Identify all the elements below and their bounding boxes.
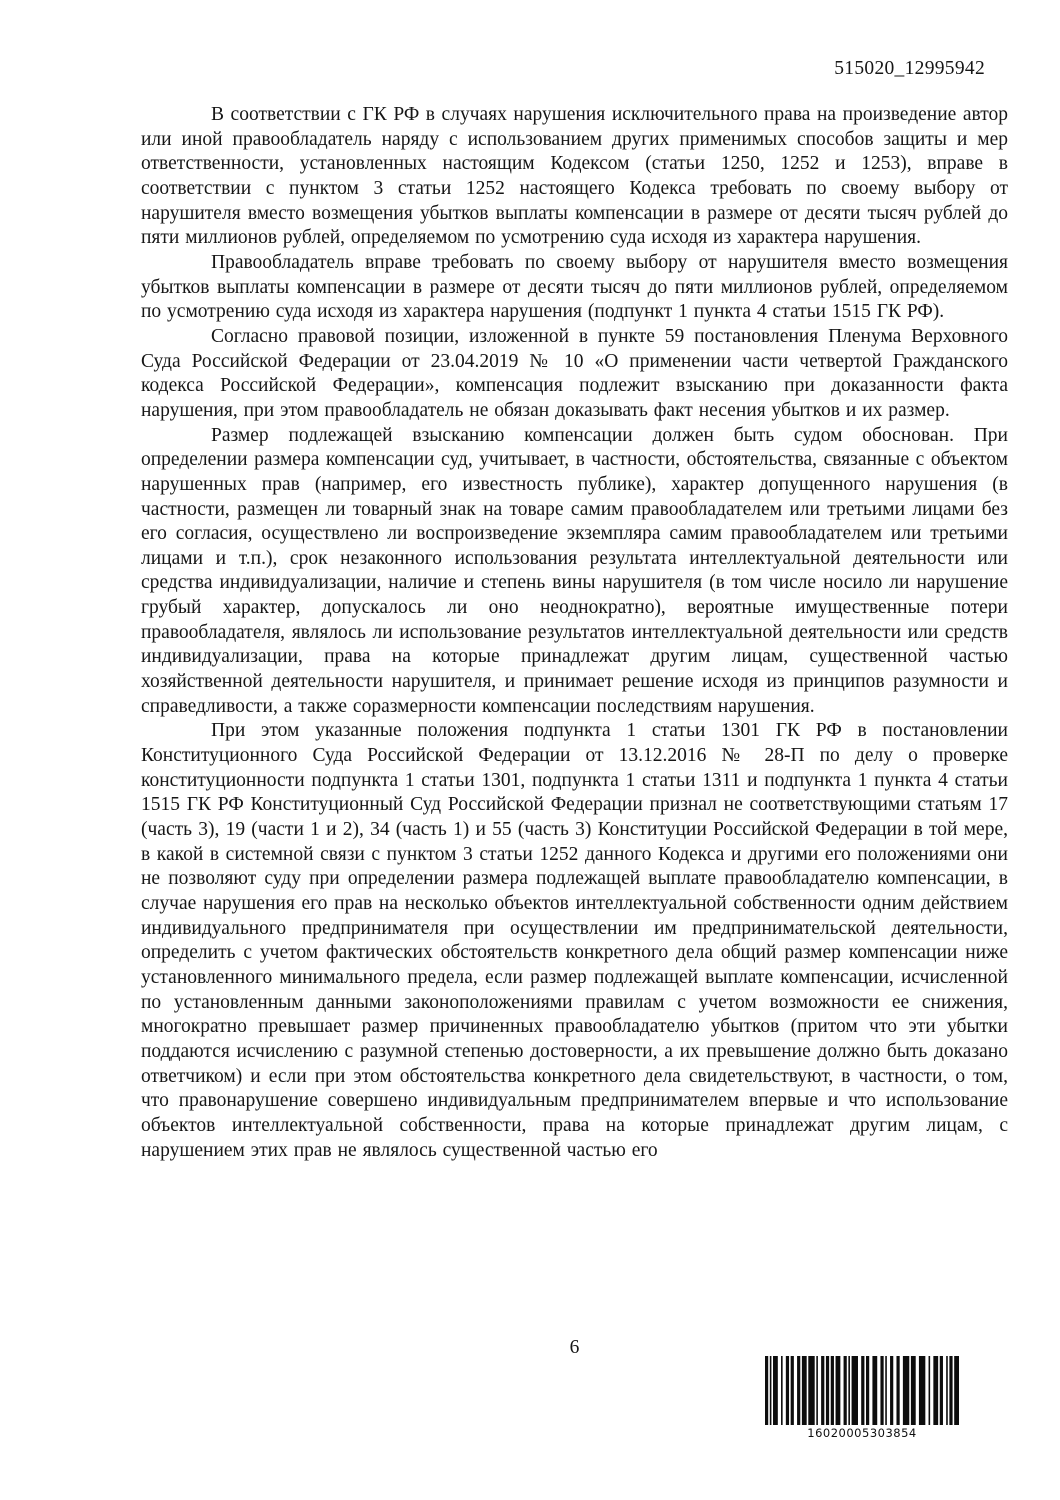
body-paragraph: В соответствии с ГК РФ в случаях нарушения исключительного права на произведение автор или иной правообладатель наряду с использованием других применимых способов защиты и мер ответственности, установленных настоящим Кодексом (статьи 1250, 1252 и 1253), вправе в соответствии с пунктом 3 статьи 1252 настоящего Кодекса требовать по своему выбору от нарушителя вместо возмещения убытков выплаты компенсации в размере от десяти тысяч рублей до пяти миллионов рублей, определяемом по усмотрению суда исходя из характера нарушения. [141,104,1008,249]
body-paragraph: При этом указанные положения подпункта 1 статьи 1301 ГК РФ в постановлении Конституционного Суда Российской Федерации от 13.12.2016 № 28-П по делу о проверке конституционности подпункта 1 статьи 1301, подпункта 1 статьи 1311 и подпункта 1 пункта 4 статьи 1515 ГК РФ Конституционный Суд Российской Федерации признал не соответствующими статьям 17 (часть 3), 19 (части 1 и 2), 34 (часть 1) и 55 (часть 3) Конституции Российской Федерации в той мере, в какой в системной связи с пунктом 3 статьи 1252 данного Кодекса и другими его положениями они не позволяют суду при определении размера подлежащей выплате правообладателю компенсации, в случае нарушения его прав на несколько объектов интеллектуальной собственности одним действием индивидуального предпринимателя при осуществлении им предпринимательской деятельности, определить с учетом фактических обстоятельств конкретного дела общий размер компенсации ниже установленного минимального предела, если размер подлежащей выплате компенсации, исчисленной по установленным данными законоположениями правилам с учетом возможности ее снижения, многократно превышает размер причиненных правообладателю убытков (притом что эти убытки поддаются исчислению с разумной степенью достоверности, а их превышение должно быть доказано ответчиком) и если при этом обстоятельства конкретного дела свидетельствуют, в частности, о том, что правонарушение совершено индивидуальным предпринимателем впервые и что использование объектов интеллектуальной собственности, права на которые принадлежат другим лицам, с нарушением этих прав не являлось существенной частью его [141,720,1008,1161]
body-paragraph: Размер подлежащей взысканию компенсации должен быть судом обоснован. При определении размера компенсации суд, учитывает, в частности, обстоятельства, связанные с объектом нарушенных прав (например, его известность публике), характер допущенного нарушения (в частности, размещен ли товарный знак на товаре самим правообладателем или третьими лицами без его согласия, осуществлено ли воспроизведение экземпляра самим правообладателем или третьими лицами и т.п.), срок незаконного использования результата интеллектуальной деятельности или средства индивидуализации, наличие и степень вины нарушителя (в том числе носило ли нарушение грубый характер, допускалось ли оно неоднократно), вероятные имущественные потери правообладателя, являлось ли использование результатов интеллектуальной деятельности или средств индивидуализации, права на которые принадлежат другим лицам, существенной частью хозяйственной деятельности нарушителя, и принимает решение исходя из принципов разумности и справедливости, а также соразмерности компенсации последствиям нарушения. [141,424,1008,717]
page-number: 6 [569,1337,580,1358]
body-paragraph: Согласно правовой позиции, изложенной в пункте 59 постановления Пленума Верховного Суда Российской Федерации от 23.04.2019 № 10 «О применении части четвертой Гражданского кодекса Российской Федерации», компенсация подлежит взысканию при доказанности факта нарушения, при этом правообладатель не обязан доказывать факт несения убытков и их размер. [141,325,1008,421]
barcode-icon [765,1356,959,1425]
document-body [141,103,1008,1163]
barcode [765,1356,959,1440]
barcode-number: 16020005303854 [807,1426,917,1440]
document-id: 515020_12995942 [834,58,985,79]
body-paragraph: Правообладатель вправе требовать по своему выбору от нарушителя вместо возмещения убытков выплаты компенсации в размере от десяти тысяч до пяти миллионов рублей, определяемом по усмотрению суда исходя из характера нарушения (подпункт 1 пункта 4 статьи 1515 ГК РФ). [141,251,1008,323]
